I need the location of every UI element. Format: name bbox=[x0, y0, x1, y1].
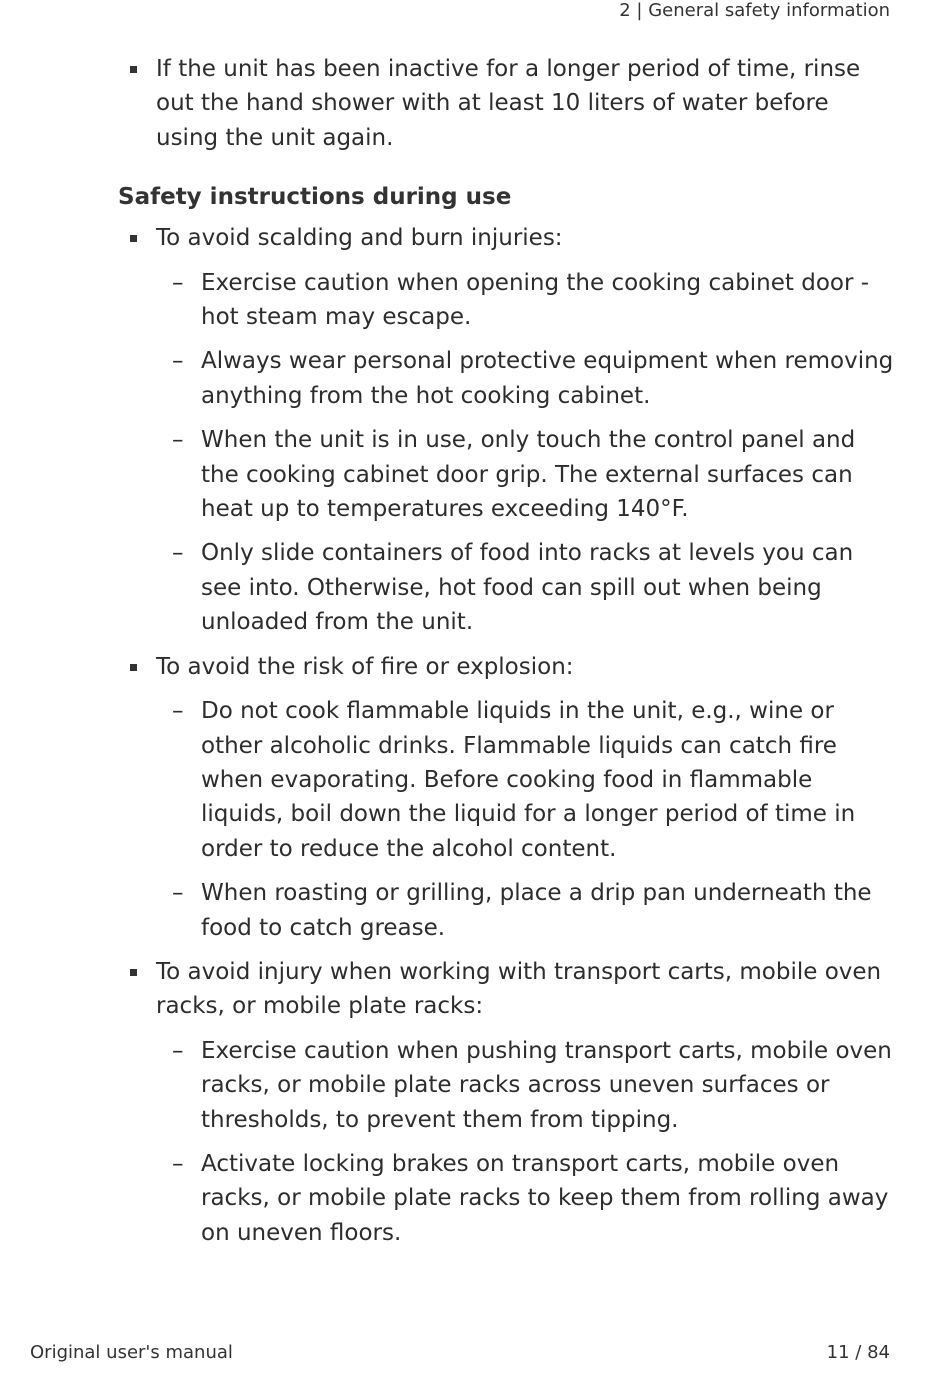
square-bullet-icon bbox=[130, 235, 137, 242]
sub-item-text: Only slide containers of food into racks at levels you can see into. Otherwise, hot food can spill out when being unloaded from the unit. bbox=[201, 540, 854, 636]
safety-list bbox=[118, 221, 898, 1250]
page-number: 11 / 84 bbox=[826, 1342, 890, 1363]
bullet-text: To avoid the risk of fire or explosion: bbox=[156, 653, 574, 680]
sub-item-text: Do not cook flammable liquids in the unit, e.g., wine or other alcoholic drinks. Flammable liquids can catch fire when evaporating. Before cooking food in flammable liquids, boil down the liquid for a longer period of time in order to reduce the alcohol content. bbox=[201, 698, 856, 862]
list-item bbox=[118, 52, 898, 155]
sub-list bbox=[156, 694, 898, 945]
sub-list-item bbox=[156, 876, 898, 945]
sub-item-text: Activate locking brakes on transport carts, mobile oven racks, or mobile plate racks to keep them from rolling away on uneven floors. bbox=[201, 1150, 889, 1246]
square-bullet-icon bbox=[130, 66, 137, 73]
footer-title: Original user's manual bbox=[30, 1342, 233, 1363]
sub-list-item bbox=[156, 1034, 898, 1137]
list-item bbox=[118, 221, 898, 639]
intro-list bbox=[118, 52, 898, 155]
sub-list-item bbox=[156, 536, 898, 639]
running-header: 2 | General safety information bbox=[619, 0, 890, 21]
section-heading: Safety instructions during use bbox=[118, 184, 512, 211]
sub-list-item bbox=[156, 344, 898, 413]
bullet-text: To avoid injury when working with transport carts, mobile oven racks, or mobile plate racks: bbox=[156, 958, 882, 1020]
dash-marker: – bbox=[172, 269, 184, 296]
sub-list-item bbox=[156, 1147, 898, 1250]
square-bullet-icon bbox=[130, 969, 137, 976]
sub-list-item bbox=[156, 266, 898, 335]
sub-list-item bbox=[156, 423, 898, 526]
dash-marker: – bbox=[172, 880, 184, 907]
page-content bbox=[118, 52, 898, 1260]
sub-item-text: When the unit is in use, only touch the control panel and the cooking cabinet door grip. The external surfaces can heat up to temperatures exceeding 140°F. bbox=[201, 427, 856, 523]
dash-marker: – bbox=[172, 427, 184, 454]
sub-item-text: Exercise caution when opening the cooking cabinet door - hot steam may escape. bbox=[201, 269, 870, 331]
sub-item-text: Exercise caution when pushing transport carts, mobile oven racks, or mobile plate racks across uneven surfaces or thresholds, to prevent them from tipping. bbox=[201, 1037, 892, 1133]
sub-item-text: When roasting or grilling, place a drip pan underneath the food to catch grease. bbox=[201, 880, 872, 941]
dash-marker: – bbox=[172, 348, 184, 375]
sub-list bbox=[156, 1034, 898, 1250]
list-item bbox=[118, 650, 898, 945]
dash-marker: – bbox=[172, 1150, 184, 1177]
dash-marker: – bbox=[172, 698, 184, 725]
dash-marker: – bbox=[172, 540, 184, 567]
bullet-text: If the unit has been inactive for a longer period of time, rinse out the hand shower with at least 10 liters of water before using the unit again. bbox=[156, 56, 861, 151]
bullet-text: To avoid scalding and burn injuries: bbox=[156, 225, 563, 252]
square-bullet-icon bbox=[130, 664, 137, 671]
list-item bbox=[118, 955, 898, 1250]
sub-item-text: Always wear personal protective equipment when removing anything from the hot cooking cabinet. bbox=[201, 348, 894, 409]
sub-list-item bbox=[156, 694, 898, 866]
sub-list bbox=[156, 266, 898, 640]
dash-marker: – bbox=[172, 1037, 184, 1064]
